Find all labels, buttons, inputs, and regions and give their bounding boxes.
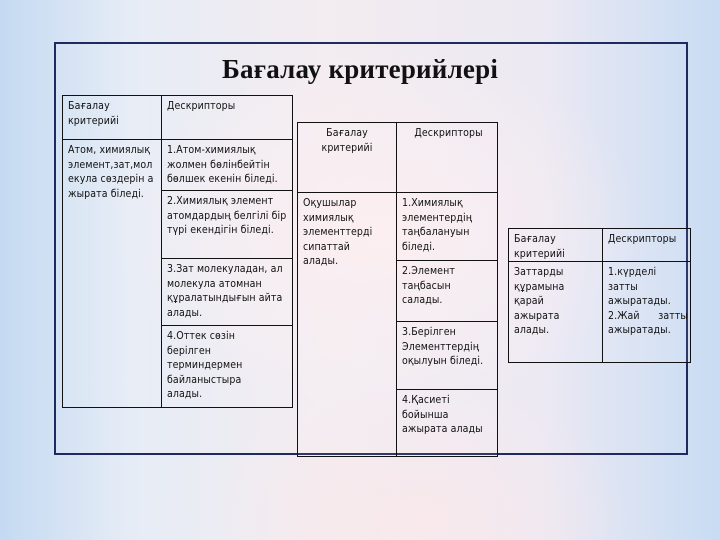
header-descriptors: Дескрипторы [167, 100, 236, 112]
descriptor-4: 4.Оттек сөзін берілген терминдермен байланыстыра алады. [167, 330, 243, 400]
header-criterion: Бағалау критерийі [514, 233, 565, 260]
descriptor-3: 3.Зат молекуладан, ал молекула атомнан құралатындығын айта алады. [167, 263, 283, 319]
criterion-text: Атом, химиялық элемент,зат,молекула сөздерін ажырата біледі. [68, 144, 154, 200]
header-descriptors: Дескрипторы [608, 233, 677, 245]
slide-title: Бағалау критерийлері [221, 54, 499, 84]
descriptor-1: 1.Химиялық элементердің таңбалануын біледі. [402, 197, 473, 253]
criteria-table-1 [62, 95, 293, 408]
descriptor-2: 2.Элемент таңбасын салады. [402, 265, 455, 306]
header-criterion: Бағалау критерийі [68, 100, 119, 127]
criteria-table-2 [297, 122, 498, 457]
header-criterion: Бағалау критерийі [321, 127, 373, 154]
descriptor-3: 3.Берілген Элементтердің оқылуын біледі. [402, 326, 484, 367]
criteria-table-3 [508, 228, 691, 363]
header-descriptors: Дескрипторы [414, 127, 483, 139]
descriptor-2: 2.Химиялық элемент атомдардың белгілі бір түрі екендігін біледі. [167, 195, 287, 236]
criterion-text: Оқушылар химиялық элементтерді сипаттай алады. [303, 197, 373, 267]
criterion-text: Заттарды құрамына қарай ажырата алады. [514, 266, 565, 336]
descriptor-1: 1.Атом-химиялық жолмен бөлінбейтін бөлшек екенін біледі. [167, 144, 278, 185]
descriptor-4: 4.Қасиеті бойынша ажырата алады [402, 394, 483, 435]
descriptor-1: 1.күрделі затты ажыратады. 2.Жай затты ажыратады. [608, 266, 688, 336]
